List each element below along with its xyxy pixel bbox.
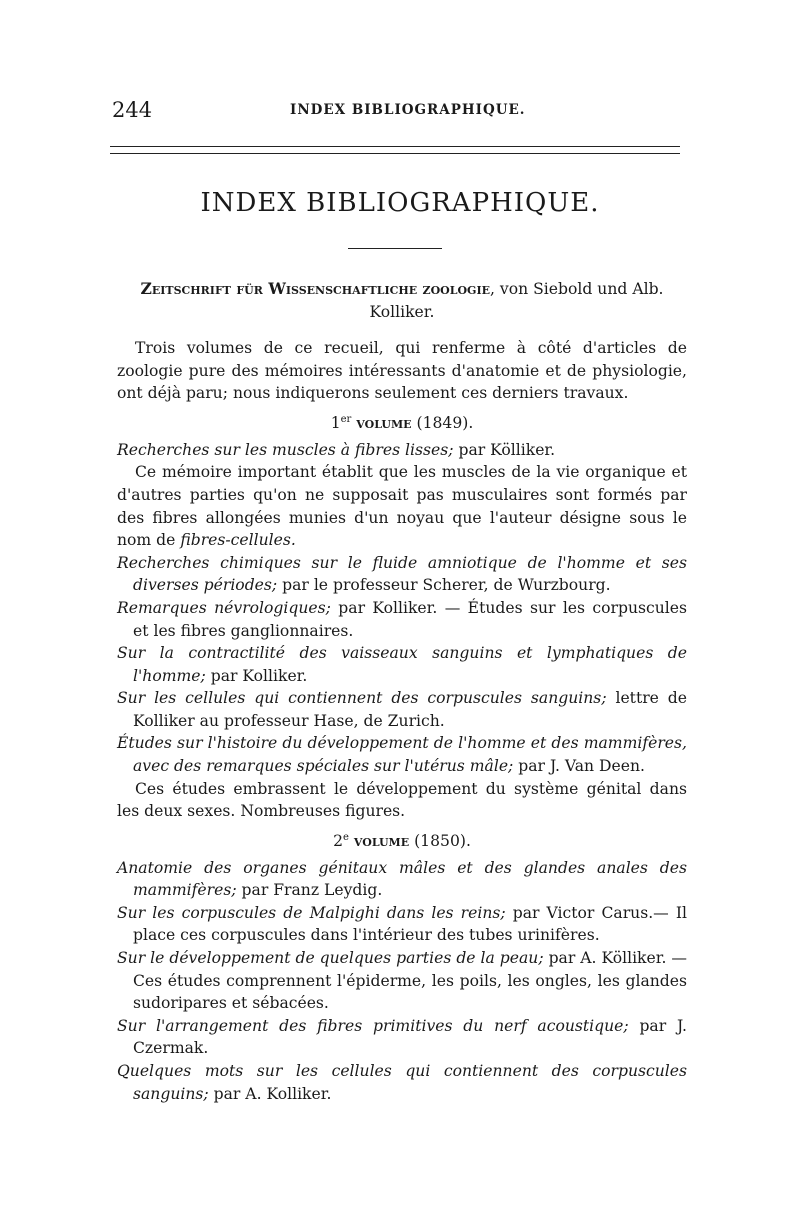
- entry-author: par Kolliker. — Études sur les corpuscules et les fibres ganglionnaires.: [133, 598, 688, 640]
- list-item: [117, 732, 687, 777]
- entry-title: Sur les cellules qui contiennent des corpuscules sanguins;: [117, 689, 607, 708]
- entry-title: Anatomie des organes génitaux mâles et des glandes anales des mammifères;: [117, 858, 687, 900]
- volume-2-heading: [117, 827, 687, 853]
- entry-author: par Franz Leydig.: [236, 881, 383, 900]
- body-text: [117, 278, 687, 1105]
- entry-title: Sur le développement de quelques parties de la peau;: [117, 949, 544, 967]
- volume-1-note-2: Ces études embrassent le développement du système génital dans les deux sexes. Nombreuses figures.: [117, 779, 687, 821]
- volume-2-label: volume: [353, 831, 410, 851]
- volume-2-year: (1850).: [414, 832, 471, 851]
- note-text: Ce mémoire important établit que les muscles de la vie organique et d'autres parties qu'on ne supposait pas musculaires sont formés par des fibres allongées munies d'un noyau que l'auteur désigne sous le nom de: [117, 463, 687, 550]
- entry-title: Sur la contractilité des vaisseaux sanguins et lymphatiques de l'homme;: [117, 644, 687, 685]
- list-item: [117, 597, 687, 642]
- volume-1-sup: er: [340, 413, 352, 425]
- entry-title: Sur les corpuscules de Malpighi dans les reins;: [117, 903, 506, 922]
- list-item: [117, 947, 687, 1015]
- entry-author: par A. Kolliker.: [208, 1084, 332, 1103]
- volume-1-heading: [117, 409, 687, 435]
- journal-heading: [117, 278, 687, 323]
- header-double-rule: [110, 146, 680, 154]
- page-title: INDEX BIBLIOGRAPHIQUE.: [200, 188, 600, 218]
- list-item: [117, 1015, 687, 1060]
- list-item: [117, 687, 687, 732]
- intro-paragraph: Trois volumes de ce recueil, qui renferme à côté d'articles de zoologie pure des mémoires intéressants d'anatomie et de physiologie, ont déjà paru; nous indiquerons seulement ces derniers travaux.: [117, 339, 687, 403]
- list-item: [117, 857, 687, 902]
- volume-1-year: (1849).: [416, 414, 474, 433]
- page-number: 244: [112, 98, 153, 122]
- list-item: [117, 642, 687, 687]
- entry-author: par Victor Carus.— Il place ces corpuscules dans l'intérieur des tubes urinifères.: [133, 903, 687, 945]
- journal-editors: , von Siebold und Alb. Kolliker.: [369, 280, 664, 321]
- list-item: [117, 902, 687, 947]
- entry-author: par A. Kölliker. — Ces études comprennent l'épiderme, les poils, les ongles, les glandes sudoripares et sébacées.: [133, 949, 688, 1013]
- entry-title: Quelques mots sur les cellules qui contiennent des corpuscules sanguins;: [117, 1061, 687, 1103]
- entry-author: par J. Czermak.: [133, 1016, 687, 1058]
- volume-1-label: volume: [356, 413, 412, 433]
- list-item: [117, 439, 687, 462]
- title-rule: [348, 248, 442, 249]
- running-head: [112, 98, 684, 126]
- volume-2-number: 2: [333, 832, 344, 851]
- entry-author: par Kölliker.: [453, 440, 556, 459]
- note-italic: fibres-cellules.: [180, 531, 296, 550]
- entry-title: Études sur l'histoire du développement de l'homme et des mammifères, avec des remarques spéciales sur l'utérus mâle;: [117, 734, 687, 776]
- entry-title: Recherches chimiques sur le fluide amniotique de l'homme et ses diverses périodes;: [117, 553, 687, 595]
- list-item: [117, 1060, 687, 1105]
- journal-name: Zeitschrift für Wissenschaftliche zoologie: [140, 279, 490, 298]
- volume-1-number: 1: [330, 414, 341, 433]
- entry-title: Remarques névrologiques;: [117, 598, 331, 617]
- entry-title: Recherches sur les muscles à fibres lisses;: [117, 440, 454, 459]
- entry-title: Sur l'arrangement des fibres primitives du nerf acoustique;: [117, 1016, 629, 1035]
- entry-author: lettre de Kolliker au professeur Hase, de Zurich.: [133, 689, 687, 730]
- running-title: INDEX BIBLIOGRAPHIQUE.: [290, 102, 526, 118]
- list-item: [117, 552, 687, 597]
- volume-1-note-1: [117, 461, 687, 551]
- volume-2-sup: e: [343, 831, 349, 843]
- entry-author: par J. Van Deen.: [513, 757, 645, 776]
- entry-author: par le professeur Scherer, de Wurzbourg.: [277, 576, 611, 595]
- entry-author: par Kolliker.: [205, 666, 308, 685]
